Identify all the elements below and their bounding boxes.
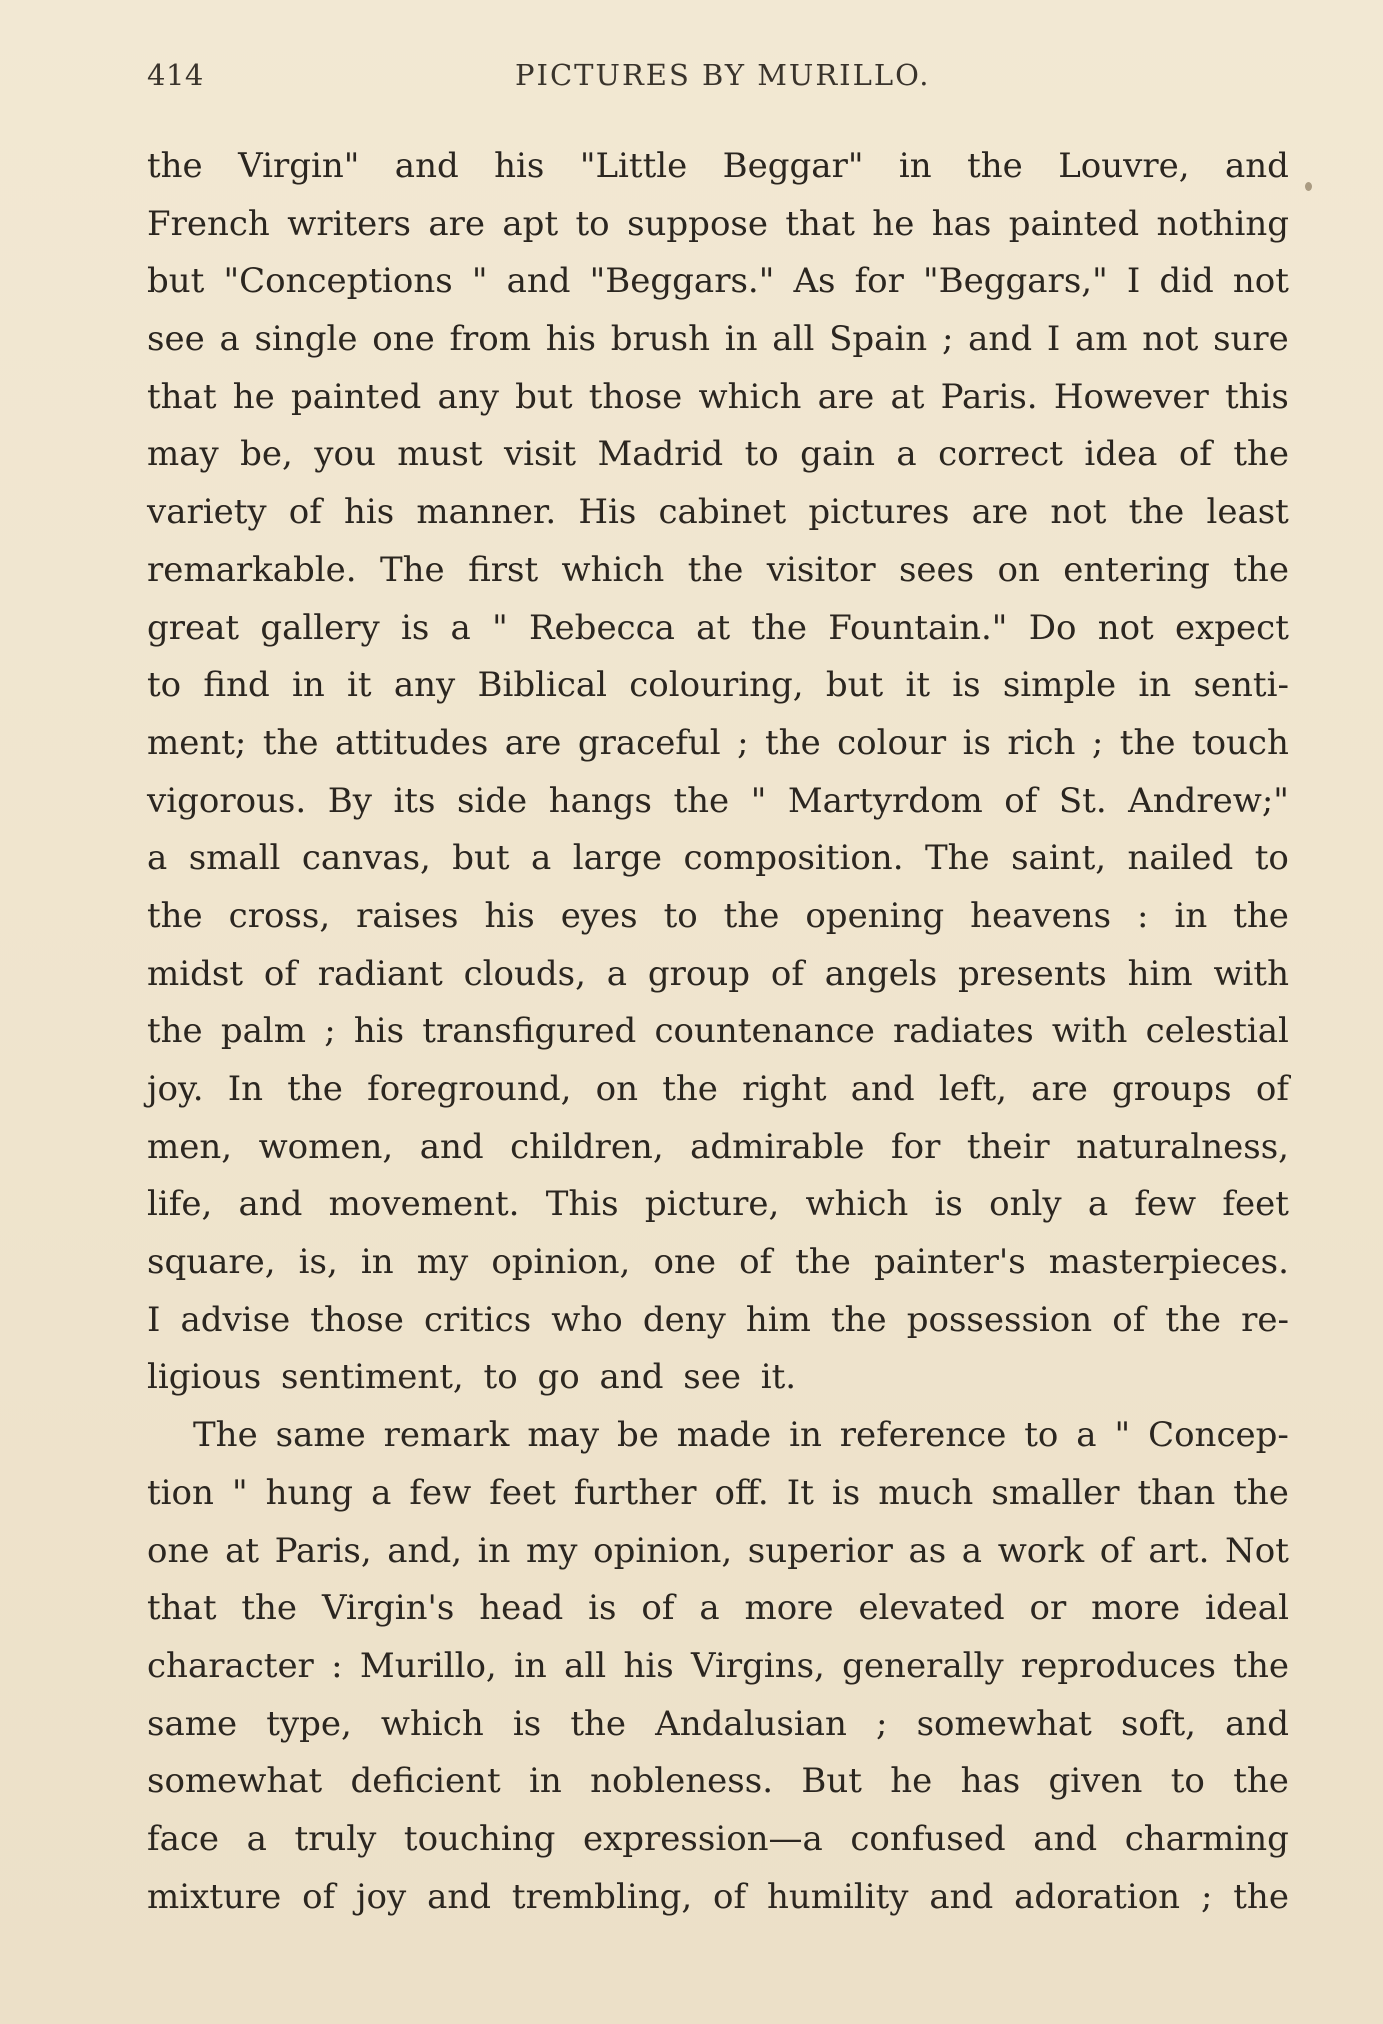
running-header (0, 58, 1383, 108)
text-line: one at Paris, and, in my opinion, superior as a work of art. Not (147, 1530, 1289, 1571)
text-line: variety of his manner. His cabinet pictures are not the least (147, 492, 1289, 533)
text-line: that he painted any but those which are at Paris. However this (147, 376, 1289, 417)
text-line: ligious sentiment, to go and see it. (147, 1357, 797, 1398)
text-line: may be, you must visit Madrid to gain a correct idea of the (147, 434, 1289, 475)
text-line: great gallery is a " Rebecca at the Fountain." Do not expect (147, 607, 1289, 648)
text-line: ment; the attitudes are graceful ; the colour is rich ; the touch (147, 722, 1289, 763)
text-line: mixture of joy and trembling, of humility and adoration ; the (147, 1876, 1289, 1917)
text-line: same type, which is the Andalusian ; somewhat soft, and (147, 1703, 1289, 1744)
text-line: somewhat deficient in nobleness. But he has given to the (147, 1761, 1289, 1802)
running-title: PICTURES BY MURILLO. (515, 58, 931, 92)
body-text (147, 138, 1289, 1926)
text-line: but "Conceptions " and "Beggars." As for "Beggars," I did not (147, 261, 1289, 302)
text-line: the Virgin" and his "Little Beggar" in the Louvre, and (147, 146, 1289, 186)
text-line: character : Murillo, in all his Virgins, generally reproduces the (147, 1645, 1289, 1686)
text-line: men, women, and children, admirable for their naturalness, (147, 1126, 1289, 1167)
text-line: the palm ; his transfigured countenance radiates with celestial (147, 1011, 1289, 1052)
text-line: life, and movement. This picture, which is only a few feet (147, 1184, 1289, 1225)
text-line: vigorous. By its side hangs the " Martyrdom of St. Andrew;" (147, 780, 1289, 821)
text-line: the cross, raises his eyes to the opening heavens : in the (147, 895, 1289, 936)
text-line: midst of radiant clouds, a group of angels presents him with (147, 953, 1289, 994)
text-line: joy. In the foreground, on the right and left, are groups of (147, 1069, 1289, 1109)
text-line: a small canvas, but a large composition. The saint, nailed to (147, 838, 1289, 879)
text-line: face a truly touching expression—a confused and charming (147, 1818, 1289, 1859)
text-line: to find in it any Biblical colouring, but it is simple in senti- (147, 665, 1289, 706)
text-line: square, is, in my opinion, one of the painter's masterpieces. (147, 1242, 1289, 1283)
text-line: tion " hung a few feet further off. It is much smaller than the (147, 1472, 1289, 1513)
text-line: see a single one from his brush in all Spain ; and I am not sure (147, 319, 1289, 360)
text-line: remarkable. The first which the visitor sees on entering the (147, 549, 1289, 590)
page-number: 414 (147, 58, 204, 92)
text-line: I advise those critics who deny him the possession of the re- (147, 1299, 1289, 1340)
text-line: French writers are apt to suppose that he has painted nothing (147, 203, 1289, 244)
paper-speck (1305, 182, 1312, 191)
text-line: The same remark may be made in reference to a " Concep- (193, 1415, 1289, 1456)
text-line: that the Virgin's head is of a more elevated or more ideal (147, 1588, 1289, 1629)
